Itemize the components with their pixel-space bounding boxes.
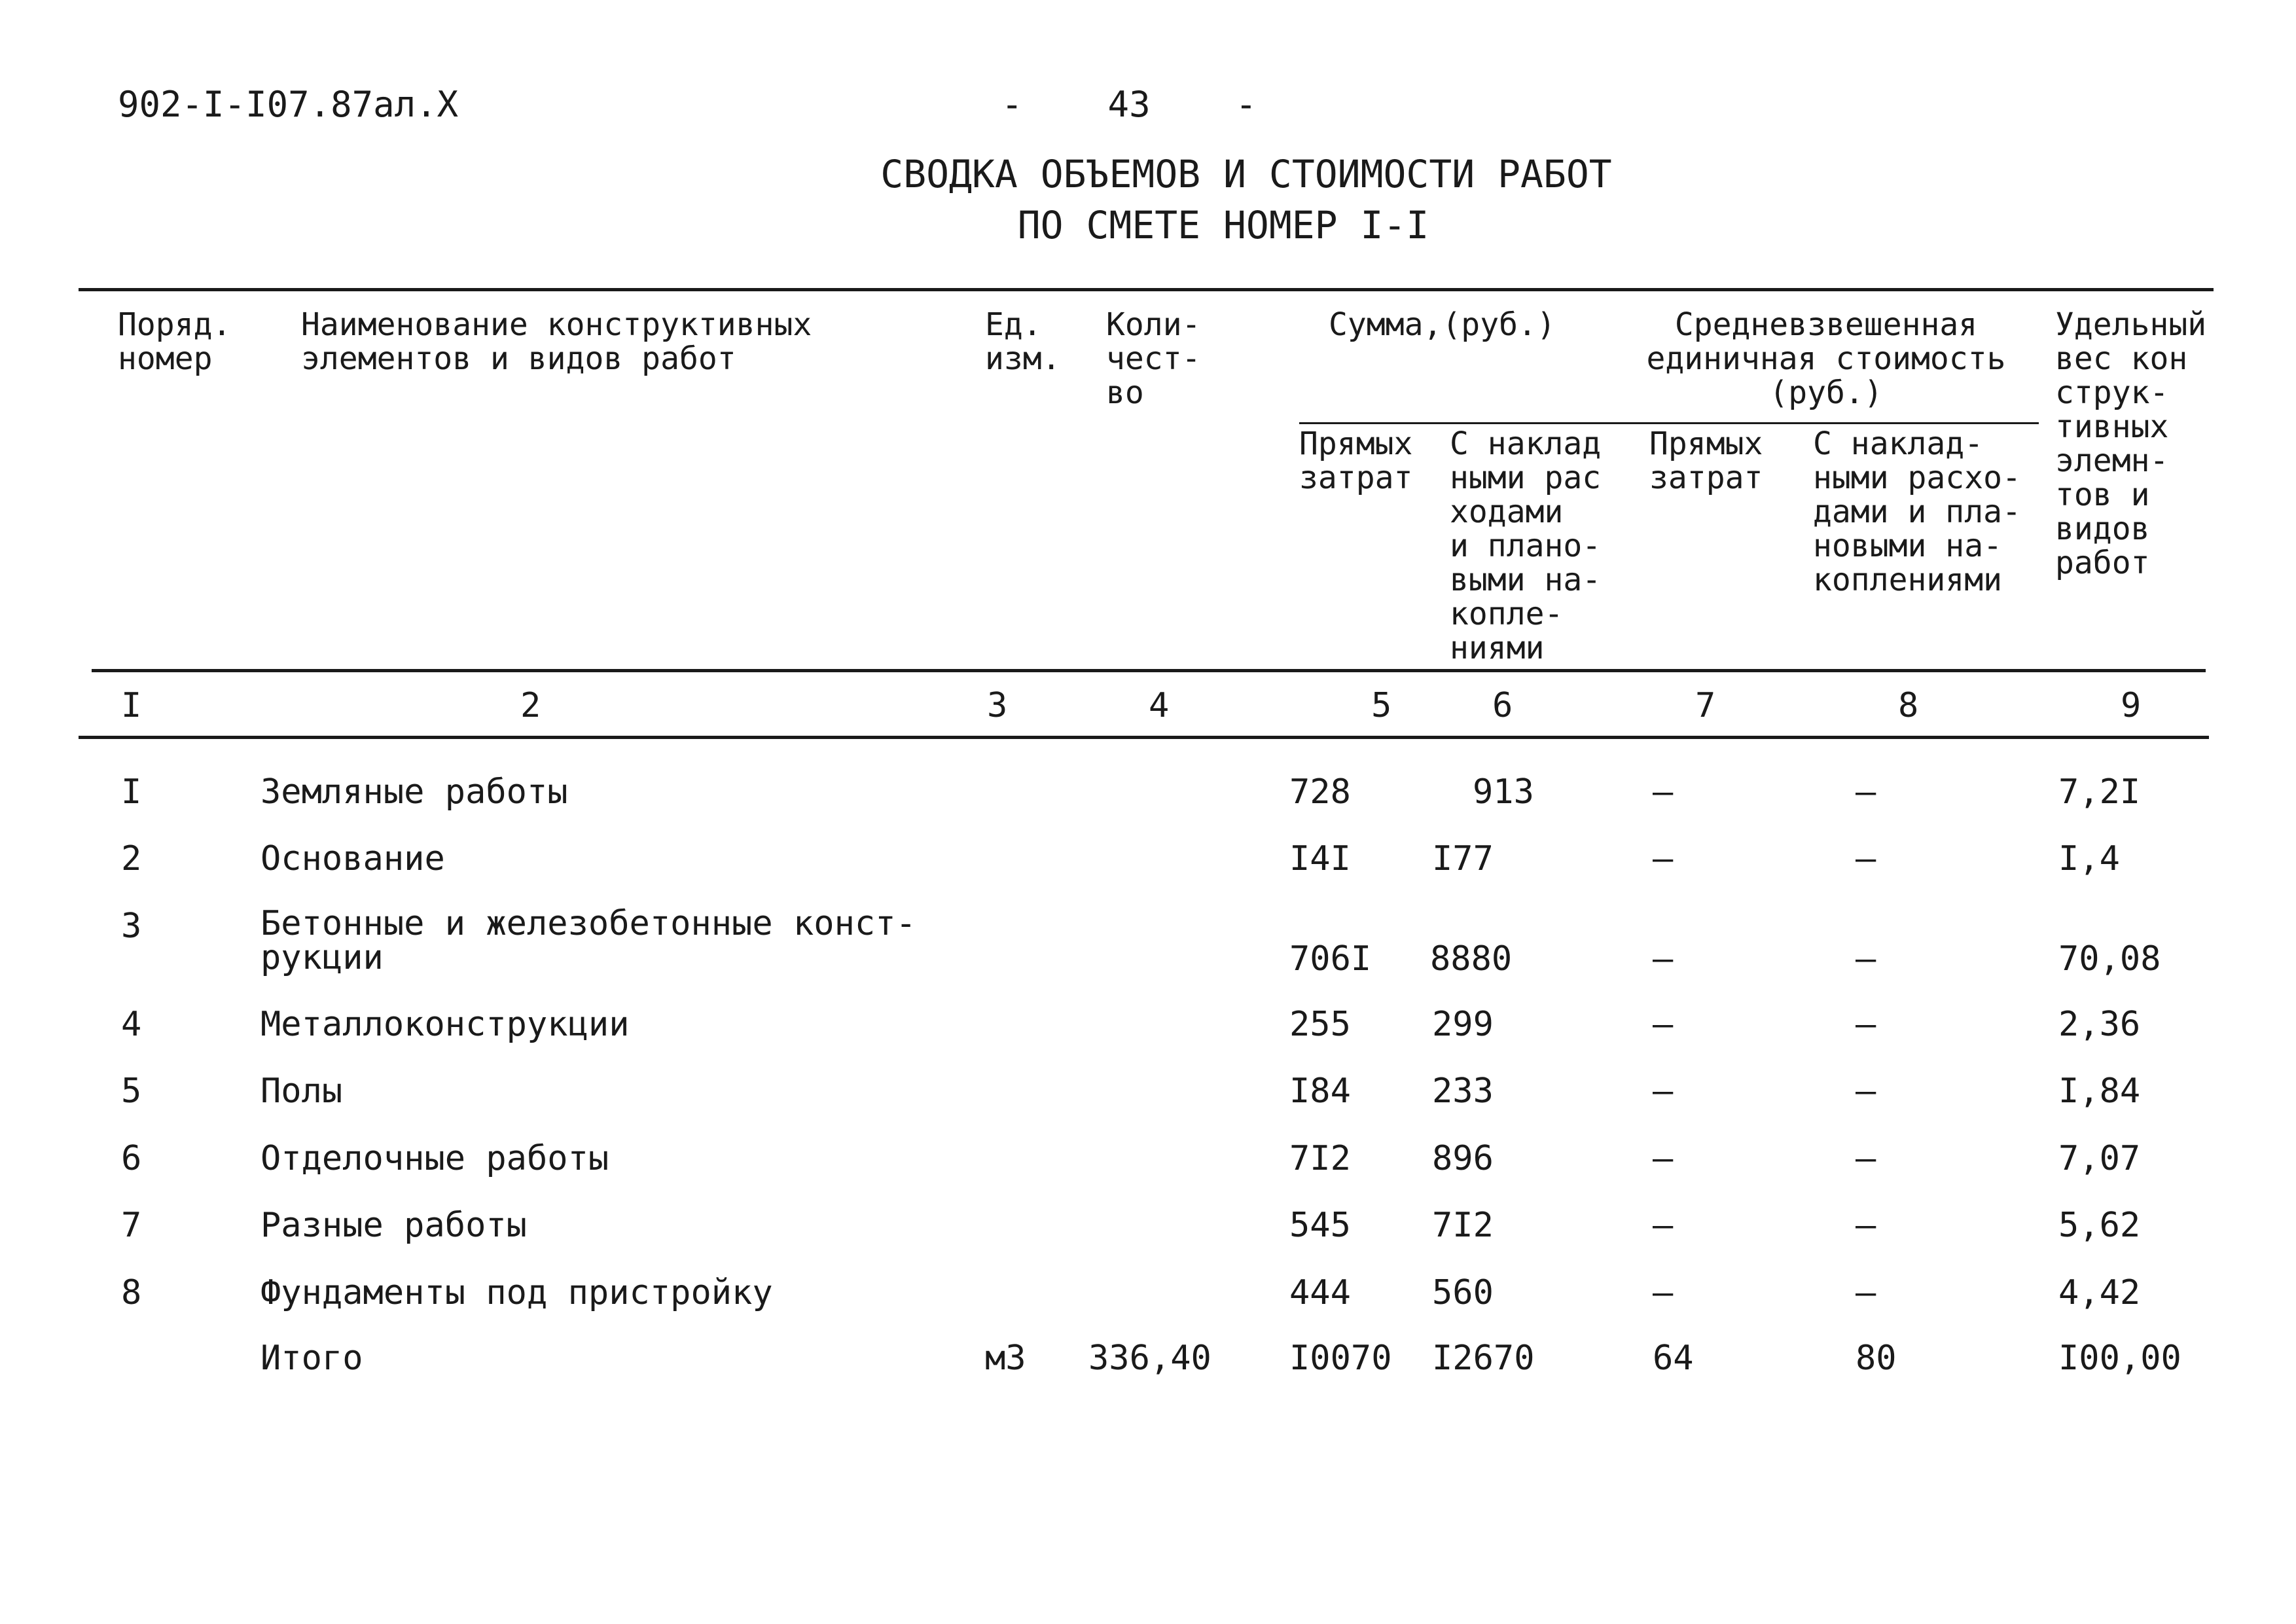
column-number-5: 5: [1371, 686, 1392, 725]
total-avg-direct: 64: [1653, 1339, 1694, 1378]
row-7-avg-direct: –: [1653, 1206, 1674, 1245]
row-1-avg-direct: –: [1653, 772, 1674, 812]
row-2-name: Основание: [260, 839, 445, 878]
row-2-avg-direct: –: [1653, 839, 1674, 878]
row-4-name: Металлоконструкции: [260, 1005, 630, 1044]
row-5-number: 5: [121, 1072, 142, 1111]
row-2-share: I,4: [2058, 839, 2120, 878]
row-8-overhead: 560: [1432, 1273, 1494, 1312]
table-title-line1: СВОДКА ОБЪЕМОВ И СТОИМОСТИ РАБОТ: [880, 152, 1612, 196]
header-element-name: Наименование конструктивных элементов и видов работ: [301, 306, 812, 377]
row-4-share: 2,36: [2058, 1005, 2141, 1044]
row-3-avg-overhead: –: [1856, 939, 1876, 979]
header-sum-group: Сумма,(руб.): [1329, 306, 1556, 343]
row-4-avg-overhead: –: [1856, 1005, 1876, 1044]
row-1-number: I: [121, 772, 142, 812]
column-number-2: 2: [520, 686, 541, 725]
column-number-8: 8: [1898, 686, 1919, 725]
row-5-direct: I84: [1289, 1072, 1351, 1111]
header-avg-with-overhead: С наклад- ными расхо- дами и пла- новыми на- коплениями: [1813, 425, 2021, 598]
row-3-name: Бетонные и железобетонные конст- рукции: [260, 904, 916, 977]
row-3-avg-direct: –: [1653, 939, 1674, 979]
row-6-direct: 7I2: [1289, 1139, 1351, 1178]
header-avg-unit-cost-group: Средневзвешенная единичная стоимость (руб.): [1646, 306, 2006, 411]
row-8-name: Фундаменты под пристройку: [260, 1273, 773, 1312]
table-top-rule: [79, 288, 2214, 291]
header-unit: Ед. изм.: [985, 306, 1061, 377]
row-7-name: Разные работы: [260, 1206, 527, 1245]
row-3-direct: 706I: [1289, 939, 1372, 979]
row-7-number: 7: [121, 1206, 142, 1245]
page-number: - 43 -: [1001, 84, 1257, 125]
row-5-overhead: 233: [1432, 1072, 1494, 1111]
row-4-number: 4: [121, 1005, 142, 1044]
total-overhead: I2670: [1432, 1339, 1535, 1378]
row-7-avg-overhead: –: [1856, 1206, 1876, 1245]
row-2-direct: I4I: [1289, 839, 1351, 878]
total-unit: м3: [985, 1339, 1026, 1378]
row-7-direct: 545: [1289, 1206, 1351, 1245]
row-2-avg-overhead: –: [1856, 839, 1876, 878]
row-5-name: Полы: [260, 1072, 343, 1111]
row-8-direct: 444: [1289, 1273, 1351, 1312]
column-number-3: 3: [987, 686, 1008, 725]
header-avg-direct-costs: Прямых затрат: [1649, 425, 1763, 496]
row-7-overhead: 7I2: [1432, 1206, 1494, 1245]
row-5-avg-direct: –: [1653, 1072, 1674, 1111]
row-6-avg-direct: –: [1653, 1139, 1674, 1178]
row-6-share: 7,07: [2058, 1139, 2141, 1178]
row-4-overhead: 299: [1432, 1005, 1494, 1044]
column-number-6: 6: [1492, 686, 1513, 725]
row-8-avg-direct: –: [1653, 1273, 1674, 1312]
total-quantity: 336,40: [1088, 1339, 1211, 1378]
row-5-avg-overhead: –: [1856, 1072, 1876, 1111]
header-bottom-rule: [92, 669, 2206, 672]
row-7-share: 5,62: [2058, 1206, 2141, 1245]
row-6-overhead: 896: [1432, 1139, 1494, 1178]
row-1-overhead: 913: [1473, 772, 1534, 812]
row-8-number: 8: [121, 1273, 142, 1312]
row-2-number: 2: [121, 839, 142, 878]
column-number-4: 4: [1149, 686, 1170, 725]
row-2-overhead: I77: [1432, 839, 1494, 878]
table-title-line2: ПО СМЕТЕ НОМЕР I-I: [1017, 203, 1429, 247]
row-6-name: Отделочные работы: [260, 1139, 609, 1178]
column-numbers-rule: [79, 736, 2209, 739]
total-label: Итого: [260, 1339, 363, 1378]
total-direct: I0070: [1289, 1339, 1392, 1378]
header-with-overhead: С наклад ными рас ходами и плано- выми на- копле- ниями: [1450, 425, 1602, 666]
row-3-share: 70,08: [2058, 939, 2161, 979]
row-1-avg-overhead: –: [1856, 772, 1876, 812]
sum-group-rule: [1299, 422, 2039, 424]
row-8-share: 4,42: [2058, 1273, 2141, 1312]
row-4-direct: 255: [1289, 1005, 1351, 1044]
row-1-direct: 728: [1289, 772, 1351, 812]
row-6-avg-overhead: –: [1856, 1139, 1876, 1178]
row-1-name: Земляные работы: [260, 772, 568, 812]
total-share: I00,00: [2058, 1339, 2181, 1378]
row-6-number: 6: [121, 1139, 142, 1178]
row-5-share: I,84: [2058, 1072, 2141, 1111]
total-avg-overhead: 80: [1856, 1339, 1897, 1378]
row-4-avg-direct: –: [1653, 1005, 1674, 1044]
header-share: Удельный вес кон струк- тивных элемн- тов и видов работ: [2055, 306, 2207, 581]
row-3-number: 3: [121, 907, 142, 946]
row-3-overhead: 8880: [1430, 939, 1513, 979]
header-direct-costs: Прямых затрат: [1299, 425, 1413, 496]
column-number-7: 7: [1695, 686, 1716, 725]
column-number-1: I: [121, 686, 142, 725]
header-order-number: Поряд. номер: [118, 306, 232, 377]
row-8-avg-overhead: –: [1856, 1273, 1876, 1312]
header-quantity: Коли- чест- во: [1106, 306, 1201, 411]
document-code: 902-I-I07.87ал.X: [118, 84, 459, 125]
column-number-9: 9: [2121, 686, 2142, 725]
row-1-share: 7,2I: [2058, 772, 2141, 812]
